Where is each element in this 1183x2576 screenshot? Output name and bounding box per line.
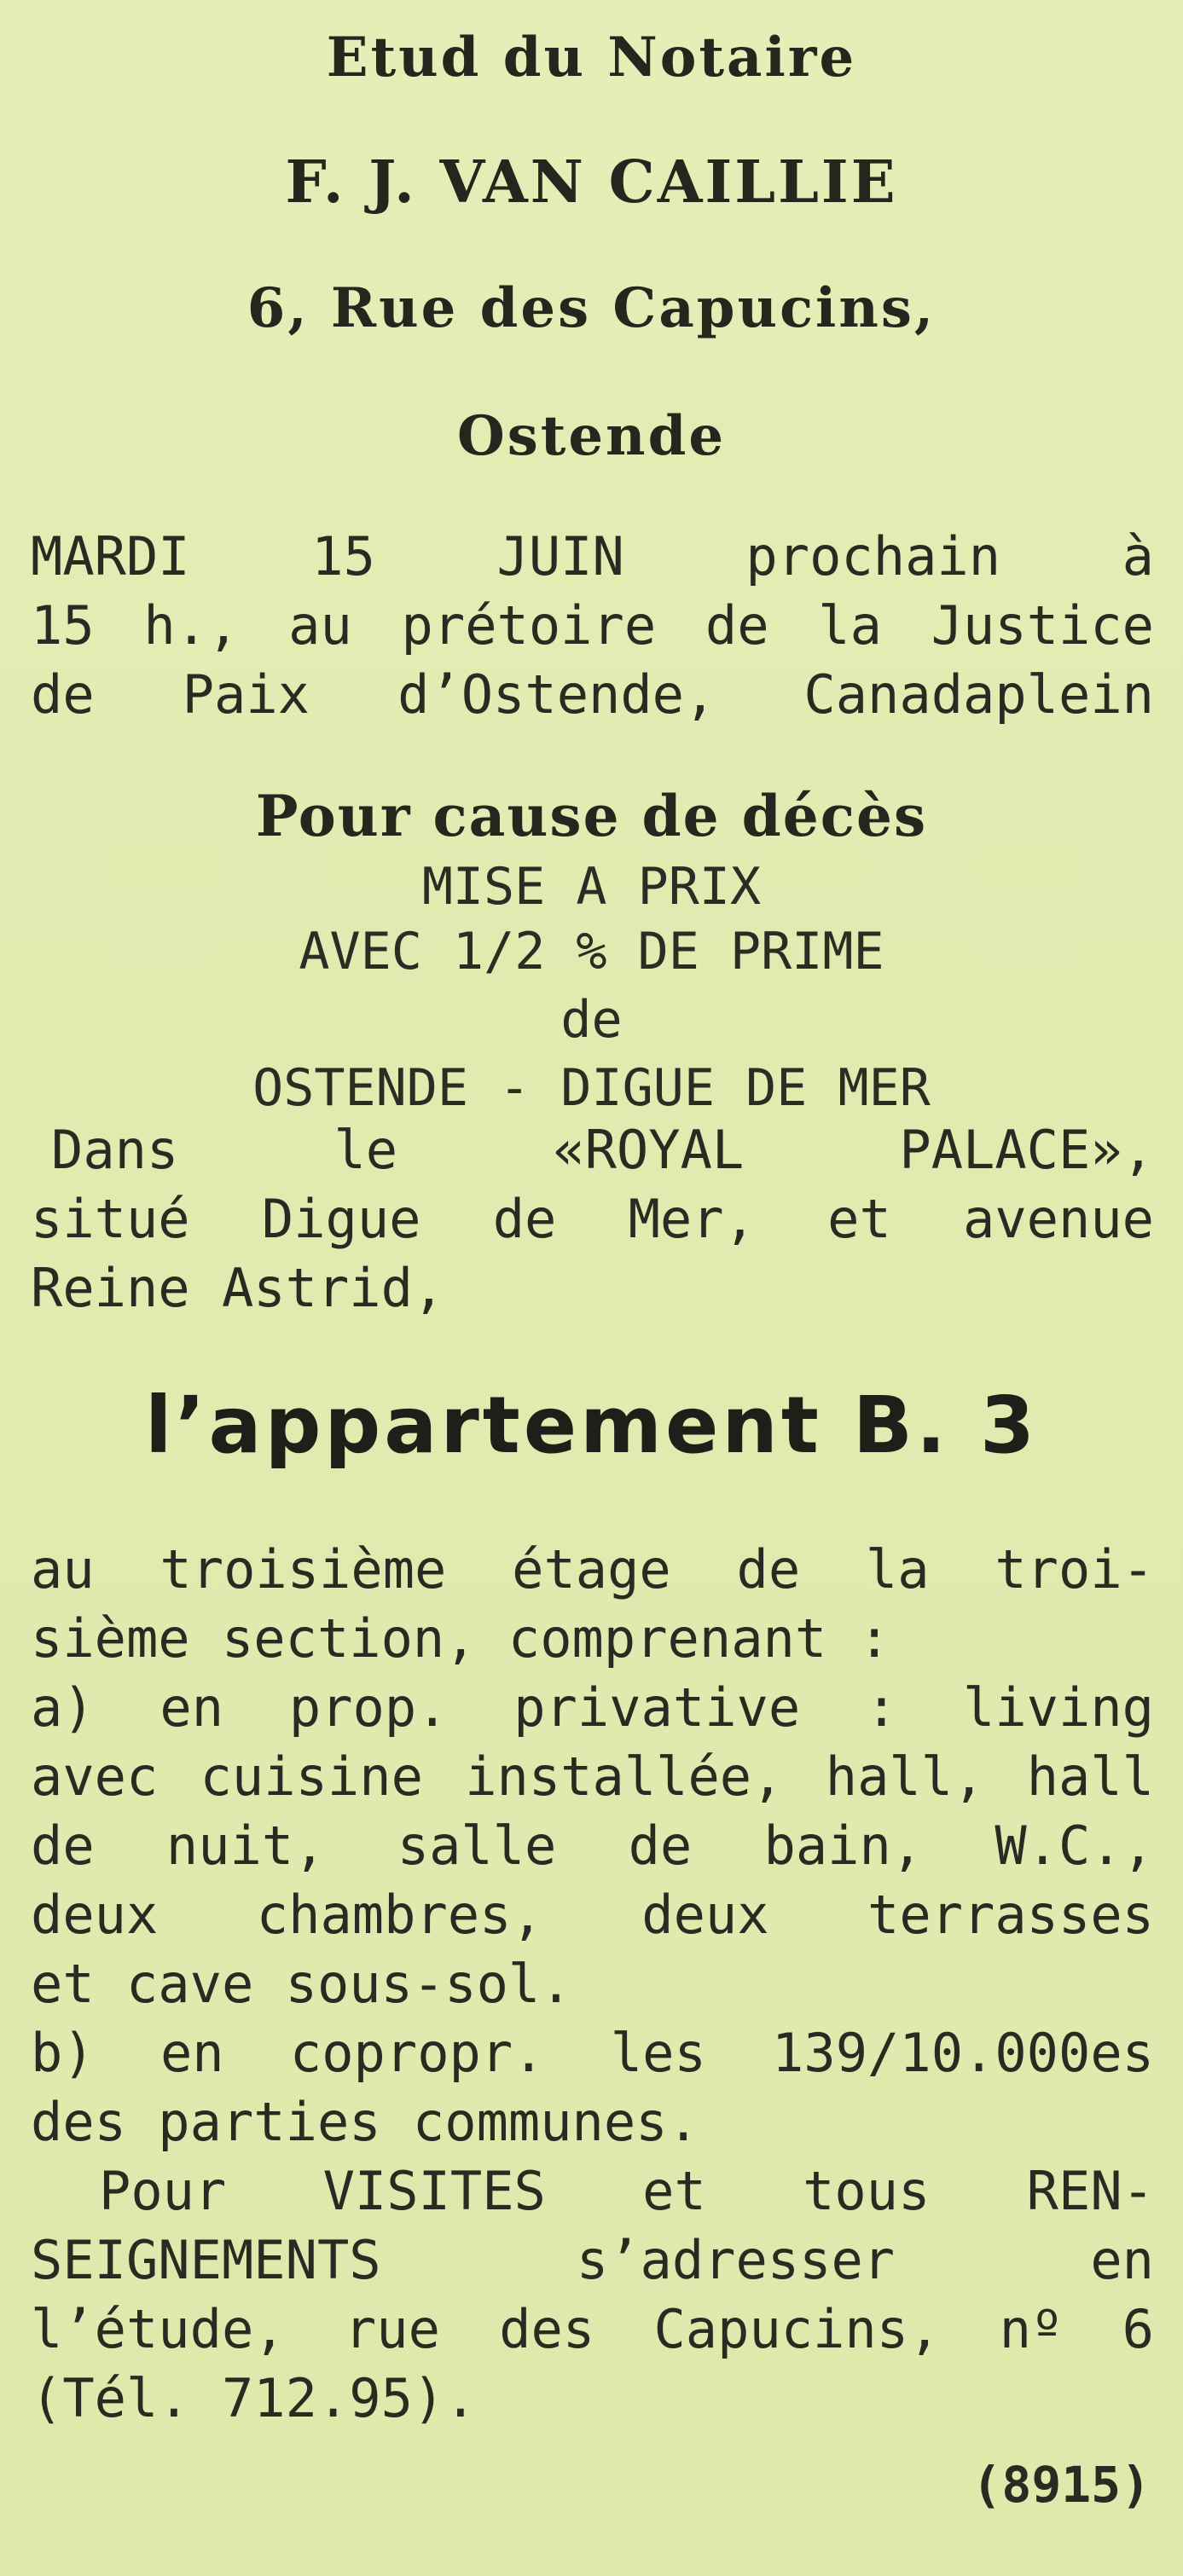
header-address: 6, Rue des Capucins, [246, 276, 937, 340]
description-line: SEIGNEMENTS s’adresser en [31, 2229, 1154, 2291]
header-office: Etud du Notaire [326, 26, 857, 90]
description-line: au troisième étage de la troi- [31, 1538, 1154, 1601]
sale-prime: AVEC 1/2 % DE PRIME [299, 922, 884, 981]
location-line: Dans le «ROYAL PALACE», [51, 1119, 1154, 1181]
location-paragraph-cont [31, 1184, 1154, 1323]
description-line: sième section, comprenant : [31, 1607, 890, 1670]
apartment-title: l’appartement B. 3 [145, 1380, 1038, 1471]
description-line: deux chambres, deux terrasses [31, 1884, 1154, 1946]
intro-line: de Paix d’Ostende, Canadaplein [31, 663, 1154, 726]
sale-de: de [560, 990, 623, 1050]
description-line: Pour VISITES et tous REN- [99, 2160, 1154, 2222]
description-line: des parties communes. [31, 2091, 699, 2153]
description-line: l’étude, rue des Capucins, nº 6 [31, 2298, 1154, 2360]
description-line: avec cuisine installée, hall, hall [31, 1745, 1154, 1808]
description-line: b) en copropr. les 139/10.000es [31, 2022, 1154, 2084]
location-line: Reine Astrid, [31, 1257, 445, 1319]
location-line: situé Digue de Mer, et avenue [31, 1188, 1154, 1250]
description-line: a) en prop. privative : living [31, 1676, 1154, 1739]
sale-mise-a-prix: MISE A PRIX [421, 857, 762, 917]
intro-line: MARDI 15 JUIN prochain à [31, 525, 1154, 588]
intro-line: 15 h., au prétoire de la Justice [31, 594, 1154, 657]
intro-paragraph [31, 522, 1154, 729]
sale-location-heading: OSTENDE - DIGUE DE MER [252, 1058, 931, 1118]
description-line: de nuit, salle de bain, W.C., [31, 1815, 1154, 1877]
header-city: Ostende [456, 404, 727, 468]
header-notary-name: F. J. VAN CAILLIE [285, 148, 898, 217]
description-line: (Tél. 712.95). [31, 2367, 477, 2429]
sale-reason: Pour cause de décès [255, 783, 928, 849]
reference-number: (8915) [971, 2456, 1151, 2514]
description-line: et cave sous-sol. [31, 1953, 572, 2015]
description-paragraph [31, 1535, 1154, 2433]
location-paragraph [51, 1115, 1154, 1184]
